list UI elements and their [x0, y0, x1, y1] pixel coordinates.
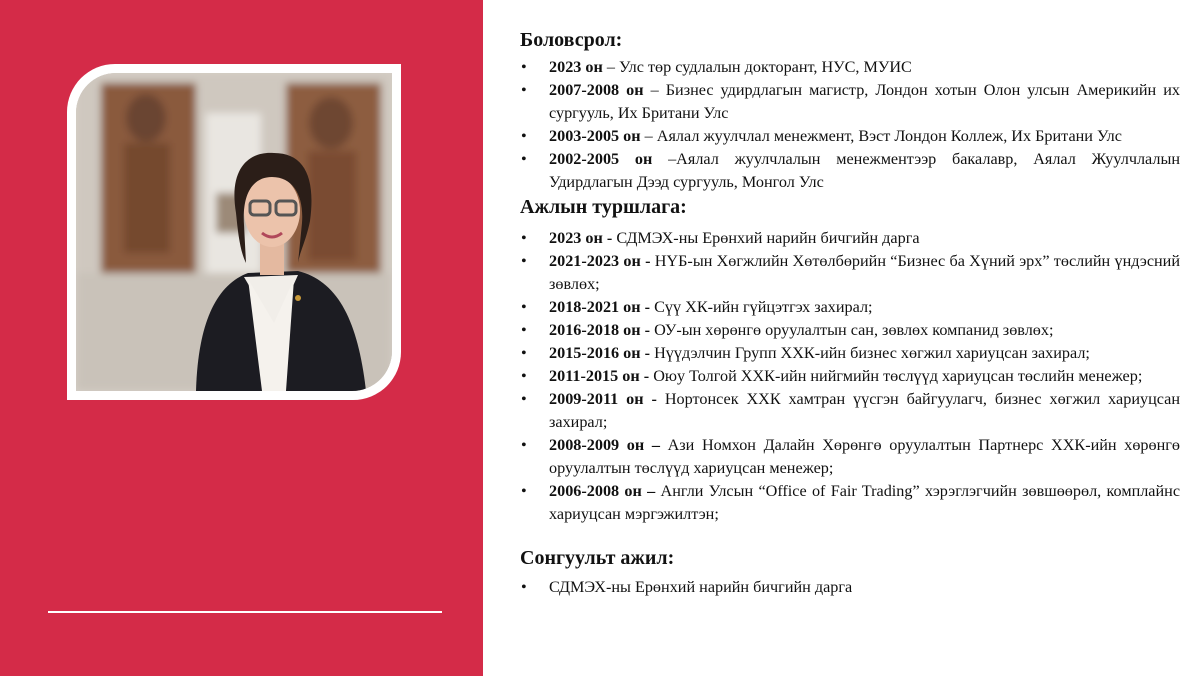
- item-year: 2006-2008 он –: [549, 482, 656, 500]
- item-text: СДМЭХ-ны Ерөнхий нарийн бичгийн дарга: [612, 229, 920, 247]
- list-item: [520, 56, 1180, 79]
- list-item: [520, 365, 1180, 388]
- list-item: [520, 319, 1180, 342]
- list-item: [520, 434, 1180, 480]
- list-item: [520, 148, 1180, 194]
- elected-heading: Сонгуульт ажил:: [520, 547, 675, 569]
- item-text: НҮБ-ын Хөгжлийн Хөтөлбөрийн “Бизнес ба Хүний эрх” төслийн үндэсний зөвлөх;: [549, 252, 1180, 293]
- list-item: [520, 388, 1180, 434]
- accent-panel: [0, 0, 483, 676]
- content-column: [520, 28, 1180, 599]
- item-text: Оюу Толгой ХХК-ийн нийгмийн төслүүд хариуцсан төслийн менежер;: [649, 367, 1143, 385]
- education-section: [520, 28, 1180, 194]
- elected-list: [520, 576, 1180, 599]
- list-item: [520, 227, 1180, 250]
- portrait-photo: [76, 73, 392, 391]
- education-heading: Боловсрол:: [520, 29, 623, 51]
- list-item: [520, 250, 1180, 296]
- list-item: [520, 125, 1180, 148]
- item-text: ОУ-ын хөрөнгө оруулалтын сан, зөвлөх компанид зөвлөх;: [650, 321, 1054, 339]
- item-year: 2021-2023 он -: [549, 252, 651, 270]
- item-year: 2018-2021 он -: [549, 298, 651, 316]
- elected-section: [520, 546, 1180, 599]
- education-list: [520, 56, 1180, 194]
- divider-line: [48, 611, 442, 613]
- item-year: 2023 он: [549, 58, 603, 76]
- item-year: 2009-2011 он -: [549, 390, 657, 408]
- work-list: [520, 227, 1180, 526]
- item-year: 2008-2009 он –: [549, 436, 660, 454]
- list-item: [520, 342, 1180, 365]
- item-text: Англи Улсын “Office of Fair Trading” хэрэглэгчийн зөвшөөрөл, комплайнс хариуцсан мэргэжилтэн;: [549, 482, 1181, 523]
- item-text: Нүүдэлчин Групп ХХК-ийн бизнес хөгжил хариуцсан захирал;: [650, 344, 1090, 362]
- item-year: 2011-2015 он -: [549, 367, 650, 385]
- item-text: СДМЭХ-ны Ерөнхий нарийн бичгийн дарга: [549, 578, 853, 596]
- item-year: 2015-2016 он -: [549, 344, 651, 362]
- list-item: [520, 576, 1180, 599]
- item-text: Сүү ХК-ийн гүйцэтгэх захирал;: [650, 298, 873, 316]
- list-item: [520, 296, 1180, 319]
- item-year: 2023 он -: [549, 229, 613, 247]
- list-item: [520, 79, 1180, 125]
- item-text: – Улс төр судлалын докторант, НУС, МУИС: [602, 58, 912, 76]
- item-year: 2002-2005 он: [549, 150, 653, 168]
- work-section: [520, 195, 1180, 526]
- work-heading: Ажлын туршлага:: [520, 196, 687, 218]
- list-item: [520, 480, 1180, 526]
- item-year: 2007-2008 он: [549, 81, 644, 99]
- item-text: Нортонсек ХХК хамтран үүсгэн байгуулагч, бизнес хөгжил хариуцсан захирал;: [549, 390, 1180, 431]
- item-year: 2016-2018 он -: [549, 321, 651, 339]
- item-text: – Аялал жуулчлал менежмент, Вэст Лондон Коллеж, Их Британи Улс: [640, 127, 1122, 145]
- item-text: – Бизнес удирдлагын магистр, Лондон хотын Олон улсын Америкийн их сургууль, Их Британи Улс: [549, 81, 1180, 122]
- item-text: Ази Номхон Далайн Хөрөнгө оруулалтын Партнерс ХХК-ийн хөрөнгө оруулалтын төслүүд хариуцсан менежер;: [549, 436, 1180, 477]
- item-year: 2003-2005 он: [549, 127, 641, 145]
- item-text: –Аялал жуулчлалын менежментээр бакалавр, Аялал Жуулчлалын Удирдлагын Дээд сургууль, Монгол Улс: [549, 150, 1181, 191]
